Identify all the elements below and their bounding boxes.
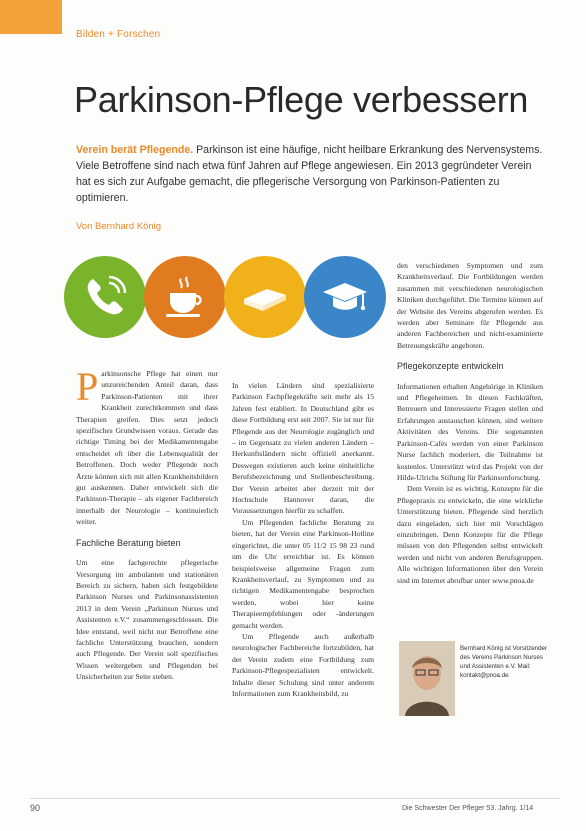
author-byline: Von Bernhard König: [76, 221, 162, 232]
lead-text: Parkinson ist eine häufige, nicht heilbare Erkrankung des Nervensystems. Viele Betroffene sind nach etwa fünf Jahren auf Pflege angewiesen. Ein 2013 gegründeter Verein hat es sich zur Aufgabe gemacht, die pflegerische Versorgung von Parkinson-Patienten zu optimieren.: [76, 144, 543, 204]
book-icon: [224, 256, 306, 338]
subheading: Fachliche Beratung bieten: [76, 537, 181, 548]
section-color-tab: [0, 0, 62, 34]
paragraph: Dem Verein ist es wichtig, Konzepte für die Pflegepraxis zu entwickeln, die eine wirkliche Unterstützung bieten. Pflegende sind herzlich dazu eingeladen, sich hier mit Vorschlägen einzubringen. Denn Konzepte für die Pflege müssen von den Pflegenden selbst entwickelt werden und nicht von anderen Berufsgruppen. Alle wichtigen Informationen über den Verein sind im Internet abrufbar unter www.pnoa.de: [397, 484, 543, 585]
author-bio: Bernhard König ist Vorsitzender des Vereins Parkinson Nurses und Assistenten e.V. Mail: kontakt@pnoa.de: [460, 645, 548, 679]
paragraph: Um eine fachgerechte pflegerische Versorgung im ambulanten und stationären Bereich zu sichern, haben sich festgebildete Parkinson Nurses und Parkinsonassistenten 2013 in dem Verein „Parkinson Nurses und Assistenten e.V.“ zusammengeschlossen. Die Idee entstand, weil nicht nur Betroffene eine fachliche Unterstützung brauchen, sondern auch Pflegende. Der Verein soll spezifisches Wissen weitergeben und Pflegenden bei Unsicherheiten zur Seite stehen.: [76, 558, 218, 682]
paragraph: Um Pflegende auch außerhalb neurologischer Fachbereiche fortzubilden, hat der Verein zudem eine Fortbildung zum Parkinson-Pflegespezialisten entwickelt. Inhalte dieser Schulung sind unter anderem Informationen zum Krankheitsbild, zu: [232, 631, 374, 698]
text-column-1: [76, 364, 218, 683]
icon-row: [64, 256, 382, 340]
author-portrait: [399, 641, 455, 716]
phone-icon: [64, 256, 146, 338]
text-column-2: [232, 380, 374, 699]
publication-info: Die Schwester Der Pfleger 53. Jahrg. 1/14: [402, 805, 534, 812]
graduation-cap-icon: [304, 256, 386, 338]
subheading: Pflegekonzepte entwickeln: [397, 361, 504, 372]
article-title: Parkinson-Pflege verbessern: [74, 79, 529, 120]
lead-kicker: Verein berät Pflegende.: [76, 144, 194, 156]
paragraph: In vielen Ländern sind spezialisierte Parkinson Fachpflegekräfte seit mehr als 15 Jahren fest etabliert. In Deutschland gibt es diese Fortbildung erst seit 2007. Sie ist nur für Pflegende aus der Neurologie zugänglich und – im Gegensatz zu vielen anderen Ländern – Herkunftsländern nicht offiziell anerkannt. Deswegen existieren auch keine einheitliche Berufsbezeichnung und Stellenbeschreibung. Der Verein arbeitet aber derzeit mit der Hochschule Hannover daran, die Voraussetzungen hierfür zu schaffen.: [232, 381, 374, 516]
footer-rule: [30, 798, 560, 799]
text-column-3: [397, 260, 543, 586]
paragraph-text: arkinsonsche Pflege hat einen nur unzureichenden Anteil daran, dass Parkinson-Patienten mit ihrer Krankheit zurechtkommen und dass Therapien greifen. Dies setzt jedoch spezifisches Grundwissen voraus. Gerade das richtige Timing bei der Medikamentengabe entscheidet oft über die Lebensqualität der Betroffenen. Doch weder Pflegende noch Ärzte können sich mit allen Krankheitsbildern gut auskennen. Daher entwickelt sich die Parkinson-Therapie – als eigener Fachbereich innerhalb der Neurologie – kontinuierlich weiter.: [76, 369, 218, 527]
coffee-cup-icon: [144, 256, 226, 338]
paragraph: Um Pflegenden fachliche Beratung zu bieten, hat der Verein eine Parkinson-Hotline eingerichtet, die unter 05 11/2 15 98 23 rund um die Uhr erreichbar ist. Es können beispielsweise allgemeine Fragen zum Krankheitsverlauf, zu Symptomen und zu richtigen Medikamentengabe besprochen werden, wobei hier keine Therapieempfehlungen oder -änderungen gemacht werden.: [232, 517, 374, 630]
paragraph: [76, 364, 218, 528]
page-number: 90: [30, 803, 41, 813]
section-label: Bilden + Forschen: [76, 29, 161, 40]
paragraph: den verschiedenen Symptomen und zum Krankheitsverlauf. Die Fortbildungen werden zusammen mit verschiedenen neurologischen Kliniken durchgeführt. Die Termine können auf der Website des Vereins abgerufen werden. Es werden aber Seminare für Pflegende aus anderen Fachbereichen und nicht-examinierte Betreuungskräfte angeboten.: [397, 261, 543, 350]
paragraph: Informationen erhalten Angehörige in Kliniken und Pflegeheimen. In diesen Fachkräften, Betreuern und Interessierte Fragen stellen und Erfahrungen austauschen können, sind weitere Aktivitäten des Vereins. Die sogenannten Parkinson-Cafés werden von einer Parkinson Nurse fachlich moderiert, die Teilnahme ist kostenlos. Unterstützt wird das Projekt von der Hilde-Ulrichs Stiftung für Parkinsonforschung.: [397, 381, 543, 482]
article-lead: [76, 142, 546, 206]
drop-cap: P: [76, 364, 99, 409]
